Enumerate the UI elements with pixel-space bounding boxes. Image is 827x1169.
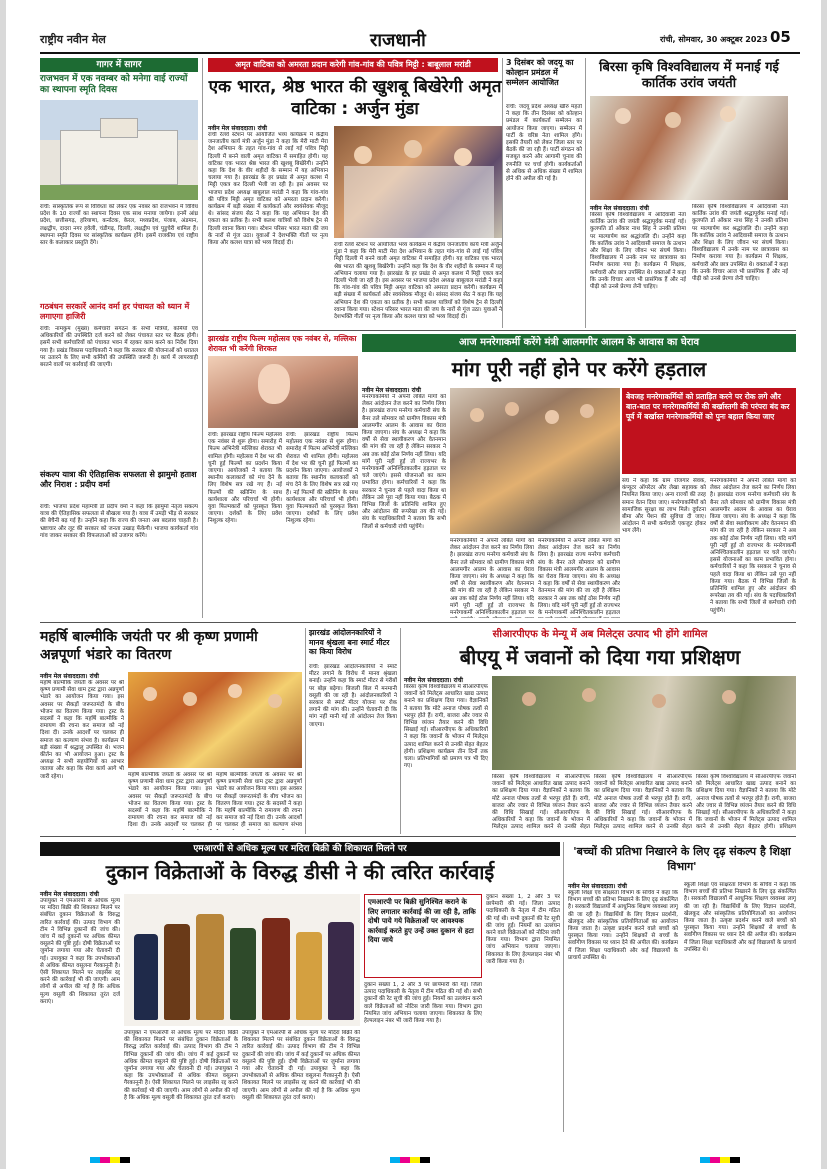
lead-body: रांची रेलवे स्टेशन पर आयोजित भव्य कार्यक्रम में केंद्रीय जनजातीय कार्य मंत्री अर्जुन मुंडा ने कहा कि मेरी माटी मेरा देश अभियान के तहत गांव-गांव से लाई गई पवित्र मिट्टी दिल्ली में बनने वाली अमृत वाटिका में समाहित होगी। यह वाटिका एक भारत श्रेष्ठ भारत की खुशबू बिखेरेगी। उन्होंने कहा कि देश के वीर शहीदों के सम्मान में यह अभियान चलाया गया है। झारखंड के हर प्रखंड से अमृत कलश में मिट्टी एकत्र कर दिल्ली भेजी जा रही है। इस अवसर पर भाजपा प्रदेश अध्यक्ष बाबूलाल मरांडी ने कहा कि गांव-गांव की पवित्र मिट्टी अमृत वाटिका को अमरता प्रदान करेगी। कार्यक्रम में बड़ी संख्या में कार्यकर्ता और स्वयंसेवक मौजूद थे। सांसद संजय सेठ ने कहा कि यह अभियान देश की एकता का प्रतीक है। सभी कलश यात्रियों को विशेष ट्रेन से दिल्ली रवाना किया गया। स्टेशन परिसर भारत माता की जय के नारों से गूंज उठा। युवाओं ने देशभक्ति गीतों पर नृत्य किया और कलश यात्रा को भव्य विदाई दी।: [208, 132, 328, 247]
liquor-body-col3: उपायुक्त ने एमआरपी से अधिक मूल्य पर मदिरा बिक्री की शिकायत मिलने पर संबंधित दुकान विक्रेताओं के विरुद्ध त्वरित कार्रवाई की। उत्पाद विभाग की टीम ने विभिन्न दुकानों की जांच की। जांच में कई दुकानों पर अधिक कीमत वसूलने की पुष्टि हुई। दोषी विक्रेताओं पर जुर्माना लगाया गया और चेतावनी दी गई। उपायुक्त ने कहा कि उपभोक्ताओं से अधिक कीमत वसूलना गैरकानूनी है। ऐसी शिकायत मिलने पर लाइसेंस रद्द करने की कार्रवाई भी की जाएगी। आम लोगों से अपील की गई है कि अधिक मूल्य वसूली की शिकायत तुरंत दर्ज कराएं।: [242, 1030, 360, 1101]
meter-headline: झारखंड आंदोलनकारियों ने मानव श्रृंखला बना स्मार्ट मीटर का किया विरोध: [309, 628, 390, 656]
left-margin-strip: [0, 0, 6, 1169]
section-divider: [40, 622, 796, 623]
protest-headline: मांग पूरी नहीं होने पर करेंगे हड़ताल: [451, 357, 707, 381]
paper-logo: राष्ट्रीय नवीन मेल: [40, 33, 106, 46]
left-headline-3: संकल्प यात्रा की ऐतिहासिक सफलता से झामुमो हताश और निराश : प्रदीप वर्मा: [40, 470, 197, 489]
edu-byline: नवीन मेल संवाददाता। रांची: [568, 883, 627, 890]
lead-photo: [334, 126, 502, 238]
protest-photo: [450, 388, 620, 534]
crpf-byline: नवीन मेल संवाददाता। रांची: [404, 677, 463, 684]
column-rule: [585, 58, 586, 328]
column-rule: [305, 628, 306, 834]
protest-kicker: आज मनरेगाकर्मी करेंगे मंत्री आलमगीर आलम के आवास का घेराव: [362, 334, 796, 352]
section-divider: [208, 330, 796, 331]
column-rule: [202, 58, 203, 618]
left-body-1: रांची: सांस्कृतिक रूप से विविध्ता को लेकर एक नवंबर को राजभवन में विविध प्रदेश के 10 राज्यों का स्थापना दिवस एक साथ मनाया जायेगा। इनमें आंध्र प्रदेश, छत्तीसगढ़, हरियाणा, कर्नाटक, केरल, मध्यप्रदेश, पंजाब, अंडमान, लक्षद्वीप, दादरा नगर हवेली, चंडीगढ़, दिल्ली, लक्षद्वीप एवं पुडुचेरी शामिल हैं। स्थापना स्मृति दिवस पर सांस्कृतिक कार्यक्रम होंगे। इसमें राजकीय एवं राष्ट्रीय स्तर के कलाकार प्रस्तुति देंगे।: [40, 204, 198, 247]
edu-headline: 'बच्चों की प्रतिभा निखारने के लिए दृढ़ संकल्प है शिक्षा विभाग': [573, 845, 791, 873]
lead-headline: एक भारत, श्रेष्ठ भारत की खुशबू बिखेरेगी अमृत वाटिका : अर्जुन मुंडा: [208, 77, 502, 119]
jdu-body: रांची: जदयू प्रदेश अध्यक्ष खीरु महतो ने कहा कि तीन दिसंबर को कोल्हान प्रमंडल में कार्यकर्ता सम्मेलन का आयोजन किया जाएगा। सम्मेलन में पार्टी के वरिष्ठ नेता शामिल होंगे। इसकी तैयारी को लेकर जिला स्तर पर बैठकें की जा रही हैं। पार्टी संगठन को मजबूत करने और आगामी चुनाव की रणनीति पर चर्चा होगी। कार्यकर्ताओं से अधिक से अधिक संख्या में शामिल होने की अपील की गई है।: [506, 104, 582, 183]
mallika-photo: [208, 356, 358, 428]
protest-body-col4: मनरेगाकर्मियों ने अपनी लंबित मांगों को लेकर आंदोलन तेज करने का निर्णय लिया है। झारखंड राज्य मनरेगा कर्मचारी संघ के बैनर तले सोमवार को ग्रामीण विकास मंत्री आलमगीर आलम के आवास का घेराव किया जाएगा। संघ के अध्यक्ष ने कहा कि वर्षों से सेवा स्थायीकरण और वेतनमान की मांग की जा रही है लेकिन सरकार ने अब तक कोई ठोस निर्णय नहीं लिया। यदि मांगें पूरी नहीं हुई तो राज्यभर के मनरेगाकर्मी अनिश्चितकालीन हड़ताल: [538, 538, 620, 617]
liquor-list-continued: दुकान संख्या 1, 2 और 3 पर छापेमारी की गई। जिला उत्पाद पदाधिकारी के नेतृत्व में टीम गठित की गई थी। सभी दुकानों की रेट सूची की जांच हुई। नियमों का उल्लंघन करने वाले विक्रेताओं को नोटिस जारी किया गया। विभाग द्वारा नियमित जांच अभियान चलाया जाएगा। शिकायत के लिए हेल्पलाइन नंबर भी जारी किया गया है।: [486, 894, 560, 965]
top-banner: अमृत वाटिका को अमरता प्रदान करेगी गांव-गांव की पवित्र मिट्टी : बाबूलाल मरांडी: [208, 58, 498, 72]
kicker-gagar: गागर में सागर: [40, 58, 198, 72]
right-margin-strip: [821, 0, 827, 1169]
column-rule: [400, 628, 401, 834]
section-title: राजधानी: [370, 30, 426, 51]
valmiki-body-col3: महर्षि बाल्मीकि जयंती के अवसर पर श्री कृष्ण प्रणामी सेवा धाम ट्रस्ट द्वारा अन्नपूर्णा भंडारे का आयोजन किया गया। इस अवसर पर सैकड़ों जरूरतमंदों के बीच भोजन का वितरण किया गया। ट्रस्ट के सदस्यों ने कहा कि महर्षि बाल्मीकि ने रामायण की रचना कर समाज को नई दिशा दी। उनके आदर्शों पर चलकर ही समाज का कल्याण संभव: [216, 772, 302, 829]
color-bar-left: [90, 1157, 130, 1163]
protest-callout: [622, 388, 796, 474]
column-rule: [563, 842, 564, 1132]
protest-side-body: संघ ने कहा कि ग्राम रोजगार सेवक, कंप्यूटर ऑपरेटर और लेखा सहायक को नियमित किया जाए। अन्य राज्यों की तरह समान वेतन दिया जाए। मनरेगाकर्मियों को सामाजिक सुरक्षा का लाभ मिले। दुर्घटना बीमा और पेंशन की सुविधा दी जाए। आंदोलन में सभी कर्मचारी एकजुट होकर भाग लेंगे।: [622, 478, 706, 535]
liquor-bottles-photo: [124, 894, 360, 1026]
protest-body-continued: मनरेगाकर्मियों ने अपनी लंबित मांगों को लेकर आंदोलन तेज करने का निर्णय लिया है। झारखंड राज्य मनरेगा कर्मचारी संघ के बैनर तले सोमवार को ग्रामीण विकास मंत्री आलमगीर आलम के आवास का घेराव किया जाएगा। संघ के अध्यक्ष ने कहा कि वर्षों से सेवा स्थायीकरण और वेतनमान की मांग की जा रही है लेकिन सरकार ने अब तक कोई ठोस निर्णय नहीं लिया। यदि मांगें पूरी नहीं हुई तो राज्यभर के मनरेगाकर्मी अनिश्चितकालीन हड़ताल पर: [450, 538, 534, 617]
birsa-headline: बिरसा कृषि विश्वविद्यालय में मनाई गई कार्तिक उरांव जयंती: [599, 60, 779, 91]
section-divider: [40, 836, 796, 837]
masthead: [40, 28, 800, 54]
left-body-3: रांची: भाजपा प्रदेश महामंत्री डॉ प्रदीप वर्मा ने कहा कि झामुमो नेतृत्व संकल्प यात्रा की ऐतिहासिक सफलता से बौखला गया है। यात्रा में उमड़ी भीड़ से सरकार की बेचैनी बढ़ गई है। उन्होंने कहा कि राज्य की जनता अब बदलाव चाहती है। भ्रष्टाचार और लूट की सरकार को जनता उखाड़ फेंकेगी। भाजपा कार्यकर्ता गांव गांव जाकर सरकार की विफलताओं को उजागर करेंगे।: [40, 504, 198, 539]
birsa-body: बिरसा कृषि विश्वविद्यालय में आदिवासी नेता कार्तिक उरांव की जयंती श्रद्धापूर्वक मनाई गई। कुलपति डॉ ओंकार नाथ सिंह ने उनकी प्रतिमा पर माल्यार्पण कर श्रद्धांजलि दी। उन्होंने कहा कि कार्तिक उरांव ने आदिवासी समाज के उत्थान और शिक्षा के लिए जीवन भर संघर्ष किया। विश्वविद्यालय में उनके नाम पर छात्रावास का निर्माण कराया गया है। कार्यक्रम में शिक्षक, कर्मचारी और छात्र उपस्थित थे। वक्ताओं ने कहा कि उनके विचार आज भी प्रासंगिक हैं और नई पीढ़ी को उनसे प्रेरणा लेनी चाहिए।: [590, 212, 686, 291]
film-fest-body-continued: रांची: झारखंड राष्ट्रीय फिल्म महोत्सव एक नवंबर से शुरू होगा। समारोह में फिल्म अभिनेत्री मल्लिका शेरावत भी शामिल होंगी। महोत्सव में देश भर की चुनी हुई फिल्मों का प्रदर्शन किया जाएगा। आयोजकों ने बताया कि स्थानीय कलाकारों को मंच देने के लिए विशेष सत्र रखे गए हैं। नई फिल्मों की स्क्रीनिंग के साथ कार्यशाला और परिचर्चा भी होगी। युवा फिल्मकारों को पुरस्कृत किया जाएगा। दर्शकों के लिए प्रवेश निशुल्क रहेगा।: [286, 432, 358, 525]
left-headline-1: राजभवन में एक नवम्बर को मनेगा वाई राज्यों का स्थापना स्मृति दिवस: [40, 74, 188, 95]
film-fest-headline: झारखंड राष्ट्रीय फिल्म महोत्सव एक नवंबर से, मल्लिका शेरावत भी करेंगी शिरकत: [208, 334, 357, 353]
liquor-callout: [364, 894, 482, 978]
left-headline-2: गठबंधन सरकारें आनंद वर्मा हर पंचायत को ध्यान में लगाएगा हाजिरी: [40, 302, 190, 321]
lead-body-continued: रांची रेलवे स्टेशन पर आयोजित भव्य कार्यक्रम में केंद्रीय जनजातीय कार्य मंत्री अर्जुन मुंडा ने कहा कि मेरी माटी मेरा देश अभियान के तहत गांव-गांव से लाई गई पवित्र मिट्टी दिल्ली में बनने वाली अमृत वाटिका में समाहित होगी। यह वाटिका एक भारत श्रेष्ठ भारत की खुशबू बिखेरेगी। उन्होंने कहा कि देश के वीर शहीदों के सम्मान में यह अभियान चलाया गया है। झारखंड के हर प्रखंड से अमृत कलश में मिट्टी एकत्र कर दिल्ली भेजी जा रही है। इस अवसर पर भाजपा प्रदेश अध्यक्ष बाबूलाल मरांडी ने कहा कि गांव-गांव की पवित्र मिट्टी अमृत वाटिका को अमरता प्रदान करेगी। कार्यक्रम में बड़ी संख्या में कार्यकर्ता और स्वयंसेवक मौजूद थे। सांसद संजय सेठ ने कहा कि यह अभियान देश की एकता का प्रतीक है। सभी कलश यात्रियों को विशेष ट्रेन से दिल्ली रवाना किया गया। स्टेशन परिसर भारत माता की जय के नारों से गूंज उठा। युवाओं ने देशभक्ति गीतों पर नृत्य किया और कलश यात्रा को भव्य विदाई दी।: [334, 242, 502, 321]
meter-body: रांची: झारखंड आंदोलनकारियों ने स्मार्ट मीटर लगाने के विरोध में मानव श्रृंखला बनाई। उन्होंने कहा कि स्मार्ट मीटर से गरीबों पर बोझ बढ़ेगा। बिजली बिल में मनमानी वसूली की जा रही है। आंदोलनकारियों ने सरकार से स्मार्ट मीटर योजना पर रोक लगाने की मांग की। उन्होंने चेतावनी दी कि मांग नहीं मानी गई तो आंदोलन तेज किया जाएगा।: [309, 664, 397, 728]
valmiki-body: महर्षि बाल्मीकि जयंती के अवसर पर श्री कृष्ण प्रणामी सेवा धाम ट्रस्ट द्वारा अन्नपूर्णा भंडारे का आयोजन किया गया। इस अवसर पर सैकड़ों जरूरतमंदों के बीच भोजन का वितरण किया गया। ट्रस्ट के सदस्यों ने कहा कि महर्षि बाल्मीकि ने रामायण की रचना कर समाज को नई दिशा दी। उनके आदर्शों पर चलकर ही समाज का कल्याण संभव है। कार्यक्रम में बड़ी संख्या में श्रद्धालु उपस्थित थे। भजन कीर्तन का भी आयोजन हुआ। ट्रस्ट के अध्यक्ष ने सभी सहयोगियों का आभार जताया और कहा कि सेवा कार्य आगे भी जारी रहेगा।: [40, 680, 124, 780]
protest-body: मनरेगाकर्मियों ने अपनी लंबित मांगों को लेकर आंदोलन तेज करने का निर्णय लिया है। झारखंड राज्य मनरेगा कर्मचारी संघ के बैनर तले सोमवार को ग्रामीण विकास मंत्री आलमगीर आलम के आवास का घेराव किया जाएगा। संघ के अध्यक्ष ने कहा कि वर्षों से सेवा स्थायीकरण और वेतनमान की मांग की जा रही है लेकिन सरकार ने अब तक कोई ठोस निर्णय नहीं लिया। यदि मांगें पूरी नहीं हुई तो राज्यभर के मनरेगाकर्मी अनिश्चितकालीन हड़ताल पर चले जाएंगे। इससे योजनाओं का काम प्रभावित होगा। कर्मचारियों ने कहा कि सरकार ने चुनाव से पहले वादा किया था लेकिन उसे पूरा नहीं किया गया। बैठक में विभिन्न जिलों के प्रतिनिधि शामिल हुए और आंदोलन की रूपरेखा तय की गई। संघ के पदाधिकारियों ने बताया कि सभी जिलों से कर्मचारी रांची पहुंचेंगे।: [362, 394, 446, 530]
color-bar-right: [700, 1157, 740, 1163]
liquor-callout-text: एमआरपी पर बिक्री सुनिश्चित कराने के लिए लगातार कार्रवाई की जा रही है, ताकि दोषी पाये गये विक्रेताओं पर आवश्यक कार्रवाई करते हुए उन्हें उक्त दुकान से हटा दिया जाये: [368, 898, 476, 944]
birsa-byline: नवीन मेल संवाददाता। रांची: [590, 205, 649, 212]
liquor-byline: नवीन मेल संवाददाता। रांची: [40, 891, 99, 898]
liquor-kicker: एमआरपी से अधिक मूल्य पर मदिरा बिक्री की शिकायत मिलने पर: [40, 842, 560, 856]
liquor-body: उपायुक्त ने एमआरपी से अधिक मूल्य पर मदिरा बिक्री की शिकायत मिलने पर संबंधित दुकान विक्रेताओं के विरुद्ध त्वरित कार्रवाई की। उत्पाद विभाग की टीम ने विभिन्न दुकानों की जांच की। जांच में कई दुकानों पर अधिक कीमत वसूलने की पुष्टि हुई। दोषी विक्रेताओं पर जुर्माना लगाया गया और चेतावनी दी गई। उपायुक्त ने कहा कि उपभोक्ताओं से अधिक कीमत वसूलना गैरकानूनी है। ऐसी शिकायत मिलने पर लाइसेंस रद्द करने की कार्रवाई भी की जाएगी। आम लोगों से अपील की गई है कि अधिक मूल्य वसूली की शिकायत तुरंत दर्ज कराएं।: [40, 898, 120, 1005]
edu-body: स्कूली शिक्षा एवं साक्षरता विभाग के सचिव ने कहा कि विभाग बच्चों की प्रतिभा निखारने के लिए दृढ़ संकल्पित है। सरकारी विद्यालयों में आधुनिक शिक्षण व्यवस्था लागू की जा रही है। विद्यार्थियों के लिए विज्ञान प्रदर्शनी, खेलकूद और सांस्कृतिक प्रतियोगिताओं का आयोजन किया जाता है। उत्कृष्ट प्रदर्शन करने वाले बच्चों को पुरस्कृत किया गया। उन्होंने शिक्षकों से बच्चों के सर्वांगीण विकास पर ध्यान देने की अपील की। कार्यक्रम में जिला शिक्षा पदाधिकारी और कई विद्यालयों के प्राचार्य उपस्थित थे।: [568, 890, 678, 961]
valmiki-headline: महर्षि बाल्मीकि जयंती पर श्री कृष्ण प्रणामी अन्नपूर्णा भंडारे का वितरण: [40, 629, 258, 663]
valmiki-body-continued: महर्षि बाल्मीकि जयंती के अवसर पर श्री कृष्ण प्रणामी सेवा धाम ट्रस्ट द्वारा अन्नपूर्णा भंडारे का आयोजन किया गया। इस अवसर पर सैकड़ों जरूरतमंदों के बीच भोजन का वितरण किया गया। ट्रस्ट के सदस्यों ने कहा कि महर्षि बाल्मीकि ने रामायण की रचना कर समाज को नई दिशा दी। उनके आदर्शों पर चलकर ही: [128, 772, 212, 829]
left-body-2: रांची: नामकुम (मुख्य) कर्मचारी संगठन के सभी मंत्रियों, कर्मियों एवं अधिकारियों की उपस्थिति दर्ज करने को लेकर पंचायत स्तर पर बैठक होगी। इसमें सभी कर्मचारियों को पंचायत भवन में रहकर काम करने का निर्देश दिया गया है। प्रखंड विकास पदाधिकारी ने कहा कि सरकार की योजनाओं को धरातल पर उतारने के लिए सभी कर्मियों की उपस्थिति जरूरी है। कार्य में लापरवाही बरतने वालों पर कार्रवाई की जाएगी।: [40, 326, 198, 369]
rajbhavan-photo: [40, 100, 198, 200]
liquor-headline: दुकान विक्रेताओं के विरुद्ध डीसी ने की त्वरित कार्रवाई: [105, 860, 495, 884]
valmiki-byline: नवीन मेल संवाददाता। रांची: [40, 673, 99, 680]
edu-body-continued: स्कूली शिक्षा एवं साक्षरता विभाग के सचिव ने कहा कि विभाग बच्चों की प्रतिभा निखारने के लिए दृढ़ संकल्पित है। सरकारी विद्यालयों में आधुनिक शिक्षण व्यवस्था लागू की जा रही है। विद्यार्थियों के लिए विज्ञान प्रदर्शनी, खेलकूद और सांस्कृतिक प्रतियोगिताओं का आयोजन किया जाता है। उत्कृष्ट प्रदर्शन करने वाले बच्चों को पुरस्कृत किया गया। उन्होंने शिक्षकों से बच्चों के सर्वांगीण विकास पर ध्यान देने की अपील की। कार्यक्रम में जिला शिक्षा पदाधिकारी और कई विद्यालयों के प्राचार्य उपस्थित थे।: [684, 882, 796, 953]
crpf-photo: [492, 676, 796, 770]
dateline: रांची, सोमवार, 30 अक्टूबर 2023: [660, 35, 768, 44]
crpf-body-col4: बिरसा कृषि विश्वविद्यालय में सीआरपीएफ जवानों को मिलेट्स आधारित खाद्य उत्पाद बनाने का प्रशिक्षण दिया गया। वैज्ञानिकों ने बताया कि मोटे अनाज पोषक तत्वों से भरपूर होते हैं। रागी, बाजरा और ज्वार से विभिन्न व्यंजन तैयार करने की विधि सिखाई गई। सीआरपीएफ के अधिकारियों ने कहा कि जवानों के भोजन में मिलेट्स उत्पाद शामिल करने से उनकी सेहत बेहतर होगी। प्रशिक्षण: [696, 774, 796, 830]
crpf-body: बिरसा कृषि विश्वविद्यालय में सीआरपीएफ जवानों को मिलेट्स आधारित खाद्य उत्पाद बनाने का प्रशिक्षण दिया गया। वैज्ञानिकों ने बताया कि मोटे अनाज पोषक तत्वों से भरपूर होते हैं। रागी, बाजरा और ज्वार से विभिन्न व्यंजन तैयार करने की विधि सिखाई गई। सीआरपीएफ के अधिकारियों ने कहा कि जवानों के भोजन में मिलेट्स उत्पाद शामिल करने से उनकी सेहत बेहतर होगी। प्रशिक्षण कार्यक्रम तीन दिनों तक चला। प्रतिभागियों को प्रमाण पत्र भी दिए गए।: [404, 684, 488, 770]
protest-side-body-continued: मनरेगाकर्मियों ने अपनी लंबित मांगों को लेकर आंदोलन तेज करने का निर्णय लिया है। झारखंड राज्य मनरेगा कर्मचारी संघ के बैनर तले सोमवार को ग्रामीण विकास मंत्री आलमगीर आलम के आवास का घेराव किया जाएगा। संघ के अध्यक्ष ने कहा कि वर्षों से सेवा स्थायीकरण और वेतनमान की मांग की जा रही है लेकिन सरकार ने अब तक कोई ठोस निर्णय नहीं लिया। यदि मांगें पूरी नहीं हुई तो राज्यभर के मनरेगाकर्मी अनिश्चितकालीन हड़ताल पर चले जाएंगे। इससे योजनाओं का काम प्रभावित होगा। कर्मचारियों ने कहा कि सरकार ने चुनाव से पहले वादा किया था लेकिन उसे पूरा नहीं किया गया। बैठक में विभिन्न जिलों के प्रतिनिधि शामिल हुए और आंदोलन की रूपरेखा तय की गई। संघ के पदाधिकारियों ने बताया कि सभी जिलों से कर्मचारी रांची पहुंचेंगे।: [710, 478, 796, 614]
crpf-headline: बीएयू में जवानों को दिया गया प्रशिक्षण: [459, 645, 741, 669]
jdu-headline: 3 दिसंबर को जदयू का कोल्हान प्रमंडल में सम्मेलन आयोजित: [506, 58, 574, 87]
crpf-kicker: सीआरपीएफ के मेन्यू में अब मिलेट्स उत्पाद भी होंगे शामिल: [492, 629, 708, 640]
birsa-photo: [590, 96, 788, 200]
protest-byline: नवीन मेल संवाददाता। रांची: [362, 387, 421, 394]
column-rule: [502, 58, 503, 328]
crpf-body-continued: बिरसा कृषि विश्वविद्यालय में सीआरपीएफ जवानों को मिलेट्स आधारित खाद्य उत्पाद बनाने का प्रशिक्षण दिया गया। वैज्ञानिकों ने बताया कि मोटे अनाज पोषक तत्वों से भरपूर होते हैं। रागी, बाजरा और ज्वार से विभिन्न व्यंजन तैयार करने की विधि सिखाई गई। सीआरपीएफ के अधिकारियों ने कहा कि जवानों के भोजन में मिलेट्स उत्पाद शामिल करने से उनकी सेहत: [492, 774, 590, 830]
film-fest-body: रांची: झारखंड राष्ट्रीय फिल्म महोत्सव एक नवंबर से शुरू होगा। समारोह में फिल्म अभिनेत्री मल्लिका शेरावत भी शामिल होंगी। महोत्सव में देश भर की चुनी हुई फिल्मों का प्रदर्शन किया जाएगा। आयोजकों ने बताया कि स्थानीय कलाकारों को मंच देने के लिए विशेष सत्र रखे गए हैं। नई फिल्मों की स्क्रीनिंग के साथ कार्यशाला और परिचर्चा भी होगी। युवा फिल्मकारों को पुरस्कृत किया जाएगा। दर्शकों के लिए प्रवेश निशुल्क रहेगा।: [208, 432, 282, 525]
liquor-body-continued: उपायुक्त ने एमआरपी से अधिक मूल्य पर मदिरा बिक्री की शिकायत मिलने पर संबंधित दुकान विक्रेताओं के विरुद्ध त्वरित कार्रवाई की। उत्पाद विभाग की टीम ने विभिन्न दुकानों की जांच की। जांच में कई दुकानों पर अधिक कीमत वसूलने की पुष्टि हुई। दोषी विक्रेताओं पर जुर्माना लगाया गया और चेतावनी दी गई। उपायुक्त ने कहा कि उपभोक्ताओं से अधिक कीमत वसूलना गैरकानूनी है। ऐसी शिकायत मिलने पर लाइसेंस रद्द करने की कार्रवाई भी की जाएगी। आम लोगों से अपील की गई है कि अधिक मूल्य वसूली की शिकायत तुरंत दर्ज कराएं।: [124, 1030, 238, 1101]
birsa-body-continued: बिरसा कृषि विश्वविद्यालय में आदिवासी नेता कार्तिक उरांव की जयंती श्रद्धापूर्वक मनाई गई। कुलपति डॉ ओंकार नाथ सिंह ने उनकी प्रतिमा पर माल्यार्पण कर श्रद्धांजलि दी। उन्होंने कहा कि कार्तिक उरांव ने आदिवासी समाज के उत्थान और शिक्षा के लिए जीवन भर संघर्ष किया। विश्वविद्यालय में उनके नाम पर छात्रावास का निर्माण कराया गया है। कार्यक्रम में शिक्षक, कर्मचारी और छात्र उपस्थित थे। वक्ताओं ने कहा कि उनके विचार आज भी प्रासंगिक हैं और नई पीढ़ी को उनसे प्रेरणा लेनी चाहिए।: [692, 204, 788, 283]
protest-callout-text: बेवजह मनरेगाकर्मियों को प्रताड़ित करने पर रोक लगे और बात-बात पर मनरेगाकर्मियों की बर्खास्तगी की परंपरा बंद कर पूर्व में बर्खास्त मनरेगाकर्मियों को पुनः बहाल किया जाए: [626, 392, 790, 421]
page-number: 05: [770, 28, 791, 46]
lead-byline: नवीन मेल संवाददाता। रांची: [208, 125, 267, 132]
liquor-list-body: दुकान संख्या 1, 2 और 3 पर छापेमारी की गई। जिला उत्पाद पदाधिकारी के नेतृत्व में टीम गठित की गई थी। सभी दुकानों की रेट सूची की जांच हुई। नियमों का उल्लंघन करने वाले विक्रेताओं को नोटिस जारी किया गया। विभाग द्वारा नियमित जांच अभियान चलाया जाएगा। शिकायत के लिए हेल्पलाइन नंबर भी जारी किया गया है।: [364, 982, 482, 1025]
valmiki-photo: [128, 672, 302, 768]
color-bar-center: [390, 1157, 430, 1163]
crpf-body-col3: बिरसा कृषि विश्वविद्यालय में सीआरपीएफ जवानों को मिलेट्स आधारित खाद्य उत्पाद बनाने का प्रशिक्षण दिया गया। वैज्ञानिकों ने बताया कि मोटे अनाज पोषक तत्वों से भरपूर होते हैं। रागी, बाजरा और ज्वार से विभिन्न व्यंजन तैयार करने की विधि सिखाई गई। सीआरपीएफ के अधिकारियों ने कहा कि जवानों के भोजन में मिलेट्स उत्पाद शामिल करने से उनकी सेहत: [594, 774, 692, 830]
